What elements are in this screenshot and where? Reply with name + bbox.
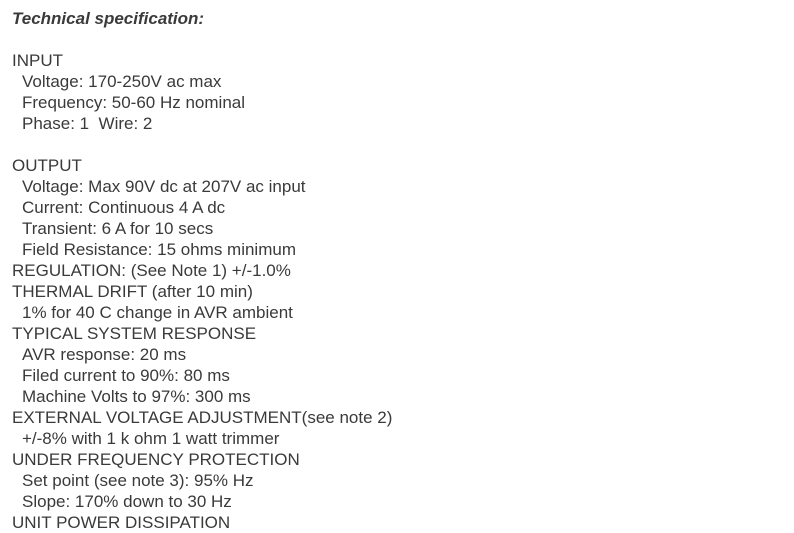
field-current-response: Filed current to 90%: 80 ms — [22, 366, 230, 385]
input-voltage: Voltage: 170-250V ac max — [22, 72, 222, 91]
under-frequency-slope: Slope: 170% down to 30 Hz — [22, 492, 232, 511]
input-frequency: Frequency: 50-60 Hz nominal — [22, 93, 246, 112]
regulation-heading: REGULATION: (See Note 1) +/-1.0% — [12, 261, 291, 280]
spec-title: Technical specification: — [12, 9, 205, 28]
output-heading: OUTPUT — [12, 156, 82, 175]
thermal-drift-detail: 1% for 40 C change in AVR ambient — [22, 303, 293, 322]
output-voltage: Voltage: Max 90V dc at 207V ac input — [22, 177, 306, 196]
thermal-drift-heading: THERMAL DRIFT (after 10 min) — [12, 282, 253, 301]
output-transient: Transient: 6 A for 10 secs — [22, 219, 214, 238]
section-gap — [12, 134, 782, 155]
system-response-heading: TYPICAL SYSTEM RESPONSE — [12, 324, 257, 343]
technical-specification-document — [12, 8, 782, 533]
output-field-resistance: Field Resistance: 15 ohms minimum — [22, 240, 296, 259]
input-phase-wire: Phase: 1 Wire: 2 — [22, 114, 153, 133]
input-heading: INPUT — [12, 51, 63, 70]
under-frequency-set-point: Set point (see note 3): 95% Hz — [22, 471, 254, 490]
power-dissipation-heading: UNIT POWER DISSIPATION — [12, 513, 231, 532]
external-adjustment-detail: +/-8% with 1 k ohm 1 watt trimmer — [22, 429, 280, 448]
machine-volts-response: Machine Volts to 97%: 300 ms — [22, 387, 251, 406]
output-current: Current: Continuous 4 A dc — [22, 198, 226, 217]
external-adjustment-heading: EXTERNAL VOLTAGE ADJUSTMENT(see note 2) — [12, 408, 393, 427]
under-frequency-heading: UNDER FREQUENCY PROTECTION — [12, 450, 300, 469]
avr-response: AVR response: 20 ms — [22, 345, 187, 364]
